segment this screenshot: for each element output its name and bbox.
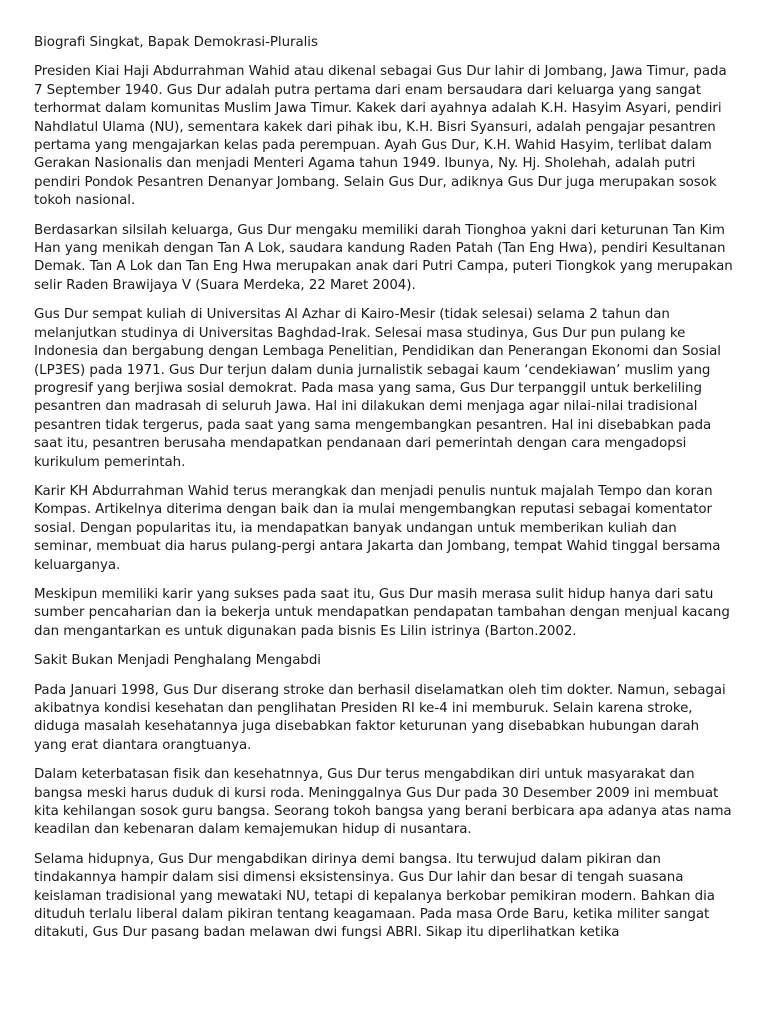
paragraph-dedication: Dalam keterbatasan fisik dan kesehatnnya, Gus Dur terus mengabdikan diri untuk masyarakat dan bangsa meski harus duduk di kursi roda. Meninggalnya Gus Dur pada 30 Desember 2009 ini membuat kita kehilangan sosok guru bangsa. Seorang tokoh bangsa yang berani berbicara apa adanya atas nama keadilan dan kebenaran dalam kemajemukan hidup di nusantara. xyxy=(34,767,732,838)
section-heading: Sakit Bukan Menjadi Penghalang Mengabdi xyxy=(34,653,321,669)
paragraph-birth: Presiden Kiai Haji Abdurrahman Wahid atau dikenal sebagai Gus Dur lahir di Jombang, Jawa Timur, pada 7 September 1940. Gus Dur adalah putra pertama dari enam bersaudara dari keluarga yang sangat terhormat dalam komunitas Muslim Jawa Timur. Kakek dari ayahnya adalah K.H. Hasyim Asyari, pendiri Nahdlatul Ulama (NU), sementara kakek dari pihak ibu, K.H. Bisri Syansuri, adalah pengajar pesantren pertama yang mengajarkan kelas pada perempuan. Ayah Gus Dur, K.H. Wahid Hasyim, terlibat dalam Gerakan Nasionalis dan menjadi Menteri Agama tahun 1949. Ibunya, Ny. Hj. Sholehah, adalah putri pendiri Pondok Pesantren Denanyar Jombang. Selain Gus Dur, adiknya Gus Dur juga merupakan sosok tokoh nasional. xyxy=(34,64,727,209)
document-title: Biografi Singkat, Bapak Demokrasi-Pluralis xyxy=(34,35,318,50)
document-page xyxy=(34,34,734,954)
paragraph-legacy: Selama hidupnya, Gus Dur mengabdikan dirinya demi bangsa. Itu terwujud dalam pikiran dan tindakannya hampir dalam sisi dimensi eksistensinya. Gus Dur lahir dan besar di tengah suasana keislaman tradisional yang mewataki NU, tetapi di kepalanya berkobar pemikiran modern. Bahkan dia dituduh terlalu liberal dalam pikiran tentang keagamaan. Pada masa Orde Baru, ketika militer sangat ditakuti, Gus Dur pasang badan melawan dwi fungsi ABRI. Sikap itu diperlihatkan ketika xyxy=(34,851,715,941)
paragraph-lineage: Berdasarkan silsilah keluarga, Gus Dur mengaku memiliki darah Tionghoa yakni dari keturunan Tan Kim Han yang menikah dengan Tan A Lok, saudara kandung Raden Patah (Tan Eng Hwa), pendiri Kesultanan Demak. Tan A Lok dan Tan Eng Hwa merupakan anak dari Putri Campa, puteri Tiongkok yang merupakan selir Raden Brawijaya V (Suara Merdeka, 22 Maret 2004). xyxy=(34,222,733,293)
paragraph-stroke: Pada Januari 1998, Gus Dur diserang stroke dan berhasil diselamatkan oleh tim dokter. Namun, sebagai akibatnya kondisi kesehatan dan penglihatan Presiden RI ke-4 ini memburuk. Selain karena stroke, diduga masalah kesehatannya juga disebabkan faktor keturunan yang disebabkan hubungan darah yang erat diantara orangtuanya. xyxy=(34,682,726,753)
paragraph-education: Gus Dur sempat kuliah di Universitas Al Azhar di Kairo-Mesir (tidak selesai) selama 2 tahun dan melanjutkan studinya di Universitas Baghdad-Irak. Selesai masa studinya, Gus Dur pun pulang ke Indonesia dan bergabung dengan Lembaga Penelitian, Pendidikan dan Penerangan Ekonomi dan Sosial (LP3ES) pada 1971. Gus Dur terjun dalam dunia jurnalistik sebagai kaum ‘cendekiawan’ muslim yang progresif yang berjiwa sosial demokrat. Pada masa yang sama, Gus Dur terpanggil untuk berkeliling pesantren dan madrasah di seluruh Jawa. Hal ini dilakukan demi menjaga agar nilai-nilai tradisional pesantren tidak tergerus, pada saat yang sama mengembangkan pesantren. Hal ini disebabkan pada saat itu, pesantren berusaha mendapatkan pendanaan dari pemerintah dengan cara mengadopsi kurikulum pemerintah. xyxy=(34,307,721,470)
paragraph-career: Karir KH Abdurrahman Wahid terus merangkak dan menjadi penulis nuntuk majalah Tempo dan koran Kompas. Artikelnya diterima dengan baik dan ia mulai mengembangkan reputasi sebagai komentator sosial. Dengan popularitas itu, ia mendapatkan banyak undangan untuk memberikan kuliah dan seminar, membuat dia harus pulang-pergi antara Jakarta dan Jombang, tempat Wahid tinggal bersama keluarganya. xyxy=(34,483,721,573)
paragraph-livelihood: Meskipun memiliki karir yang sukses pada saat itu, Gus Dur masih merasa sulit hidup hanya dari satu sumber pencaharian dan ia bekerja untuk mendapatkan pendapatan tambahan dengan menjual kacang dan mengantarkan es untuk digunakan pada bisnis Es Lilin istrinya (Barton.2002. xyxy=(34,586,730,639)
